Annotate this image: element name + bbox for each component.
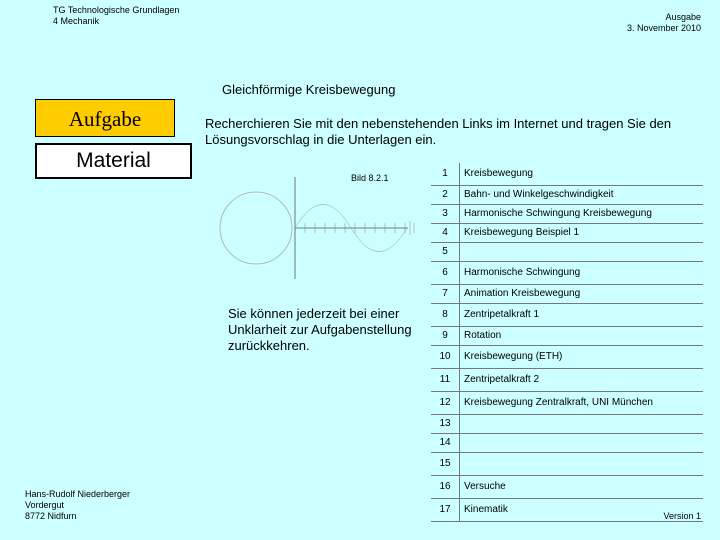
link-number: 13 <box>431 415 460 434</box>
link-item[interactable]: Versuche <box>464 481 506 492</box>
material-button[interactable]: Material <box>35 143 192 179</box>
link-number: 9 <box>431 327 460 346</box>
edition-label: Ausgabe <box>665 12 701 22</box>
link-number: 8 <box>431 304 460 327</box>
motion-circle <box>220 192 292 264</box>
link-row <box>431 499 703 522</box>
link-number: 17 <box>431 499 460 522</box>
note-text: Sie können jederzeit bei einer Unklarheit zur Aufgabenstellung zurückkehren. <box>228 306 412 353</box>
link-number: 16 <box>431 476 460 499</box>
link-item[interactable]: Rotation <box>464 330 502 341</box>
link-item[interactable]: Bahn- und Winkelgeschwindigkeit <box>464 189 614 200</box>
link-row <box>431 369 703 392</box>
link-item <box>460 415 704 434</box>
link-item[interactable]: Kreisbewegung (ETH) <box>464 351 563 362</box>
link-item[interactable]: Kreisbewegung Beispiel 1 <box>464 227 580 238</box>
link-item[interactable]: Harmonische Schwingung Kreisbewegung <box>464 208 652 219</box>
link-number: 12 <box>431 392 460 415</box>
link-row <box>431 327 703 346</box>
link-item[interactable]: Harmonische Schwingung <box>464 267 581 278</box>
link-number: 4 <box>431 224 460 243</box>
link-row <box>431 346 703 369</box>
link-item[interactable]: Zentripetalkraft 2 <box>464 374 540 385</box>
link-row <box>431 224 703 243</box>
link-number: 6 <box>431 262 460 285</box>
link-row <box>431 392 703 415</box>
intro-text: Recherchieren Sie mit den nebenstehenden Links im Internet und tragen Sie den Lösungsvorschlag in die Unterlagen ein. <box>205 116 672 147</box>
link-item <box>460 243 704 262</box>
link-row <box>431 415 703 434</box>
author-city: 8772 Nidfurn <box>25 511 77 521</box>
link-item[interactable]: Zentripetalkraft 1 <box>464 309 540 320</box>
link-item[interactable]: Kreisbewegung Zentralkraft, UNI München <box>464 397 653 408</box>
aufgabe-button[interactable]: Aufgabe <box>35 99 175 137</box>
author-block <box>25 489 130 522</box>
link-row <box>431 205 703 224</box>
link-item[interactable]: Animation Kreisbewegung <box>464 288 581 299</box>
author-street: Vordergut <box>25 500 65 510</box>
edition-info <box>627 12 701 34</box>
link-item[interactable]: Kinematik <box>464 504 508 515</box>
link-row <box>431 285 703 304</box>
link-row <box>431 476 703 499</box>
link-number: 7 <box>431 285 460 304</box>
version-label: Version 1 <box>663 511 701 521</box>
author-name: Hans-Rudolf Niederberger <box>25 489 131 499</box>
link-row <box>431 304 703 327</box>
link-row <box>431 434 703 453</box>
circle-motion-figure <box>218 173 428 283</box>
link-number: 10 <box>431 346 460 369</box>
link-row <box>431 186 703 205</box>
figure-caption: Bild 8.2.1 <box>351 173 389 183</box>
link-table <box>431 163 703 522</box>
link-item <box>460 434 704 453</box>
course-header <box>53 5 179 27</box>
link-row <box>431 243 703 262</box>
link-number: 5 <box>431 243 460 262</box>
link-number: 2 <box>431 186 460 205</box>
edition-date: 3. November 2010 <box>626 23 701 33</box>
link-row <box>431 453 703 476</box>
link-number: 1 <box>431 163 460 186</box>
link-number: 15 <box>431 453 460 476</box>
link-item <box>460 453 704 476</box>
link-row <box>431 262 703 285</box>
link-item[interactable]: Kreisbewegung <box>464 168 533 179</box>
link-number: 3 <box>431 205 460 224</box>
course-title: TG Technologische Grundlagen <box>53 5 180 15</box>
page-title: Gleichförmige Kreisbewegung <box>222 82 396 97</box>
link-number: 14 <box>431 434 460 453</box>
course-chapter: 4 Mechanik <box>53 16 100 26</box>
link-number: 11 <box>431 369 460 392</box>
link-row <box>431 163 703 186</box>
